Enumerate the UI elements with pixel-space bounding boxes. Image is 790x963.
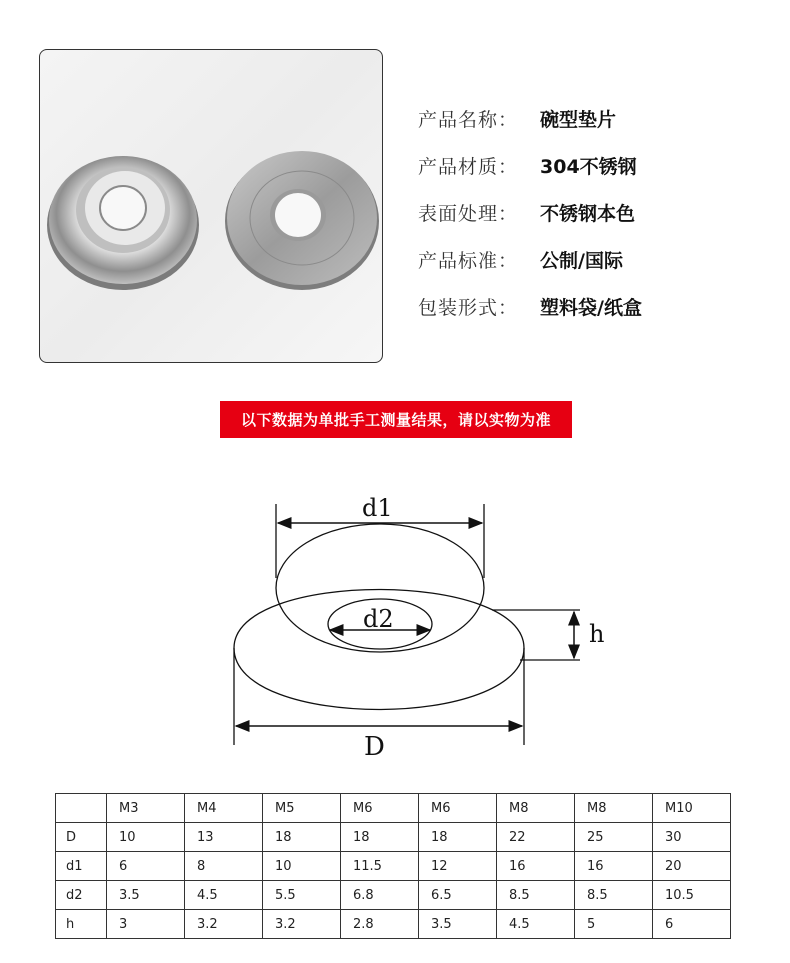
spec-value: 塑料袋/纸盒 [540, 297, 642, 319]
d2-label: d2 [363, 605, 394, 633]
table-cell: 3 [107, 910, 185, 939]
spec-row-packaging [418, 283, 768, 330]
table-cell: 10 [263, 852, 341, 881]
table-cell: 6 [653, 910, 731, 939]
spec-list [418, 95, 768, 330]
table-cell: M5 [263, 794, 341, 823]
spec-label: 产品名称： [418, 109, 519, 131]
D-label: D [364, 732, 385, 762]
table-cell: 6.5 [419, 881, 497, 910]
table-cell: 18 [419, 823, 497, 852]
table-cell: M6 [341, 794, 419, 823]
countersunk-washer [47, 156, 199, 290]
spec-value: 碗型垫片 [540, 109, 617, 131]
table-cell: M8 [497, 794, 575, 823]
table-cell: 20 [653, 852, 731, 881]
table-cell: 8 [185, 852, 263, 881]
spec-label: 产品标准： [418, 250, 519, 272]
flat-washer [225, 151, 379, 290]
table-cell: 25 [575, 823, 653, 852]
table-cell: 30 [653, 823, 731, 852]
dimension-diagram [0, 470, 790, 780]
spec-value: 304不锈钢 [540, 156, 637, 178]
table-header-row [56, 794, 731, 823]
table-cell: 16 [575, 852, 653, 881]
spec-row-name [418, 95, 768, 142]
table-cell: 16 [497, 852, 575, 881]
washer-photo-illustration [40, 50, 383, 363]
table-cell: 18 [341, 823, 419, 852]
table-cell: 6.8 [341, 881, 419, 910]
table-cell: M6 [419, 794, 497, 823]
table-cell: M4 [185, 794, 263, 823]
h-label: h [589, 620, 605, 648]
table-row [56, 852, 731, 881]
table-cell: 8.5 [575, 881, 653, 910]
table-row [56, 881, 731, 910]
spec-label: 表面处理： [418, 203, 519, 225]
spec-value: 公制/国际 [540, 250, 623, 272]
spec-row-material [418, 142, 768, 189]
table-cell: M8 [575, 794, 653, 823]
measurement-notice: 以下数据为单批手工测量结果，请以实物为准 [220, 401, 572, 438]
table-row [56, 823, 731, 852]
table-cell: d1 [56, 852, 107, 881]
spec-row-finish [418, 189, 768, 236]
table-row [56, 910, 731, 939]
spec-value: 不锈钢本色 [540, 203, 636, 225]
table-cell: 2.8 [341, 910, 419, 939]
washer-bottom-edge [234, 648, 524, 710]
spec-row-standard [418, 236, 768, 283]
spec-label: 包装形式： [418, 297, 519, 319]
table-cell: 3.2 [185, 910, 263, 939]
table-cell: 13 [185, 823, 263, 852]
table-cell: M10 [653, 794, 731, 823]
table-cell: 11.5 [341, 852, 419, 881]
table-cell: D [56, 823, 107, 852]
table-cell: 3.2 [263, 910, 341, 939]
table-cell: M3 [107, 794, 185, 823]
table-cell: 12 [419, 852, 497, 881]
table-cell: 4.5 [497, 910, 575, 939]
table-cell: 6 [107, 852, 185, 881]
size-table [55, 793, 731, 939]
table-cell: 5.5 [263, 881, 341, 910]
product-photo [39, 49, 383, 363]
table-cell: h [56, 910, 107, 939]
spec-label: 产品材质： [418, 156, 519, 178]
table-cell: 22 [497, 823, 575, 852]
table-cell: 3.5 [107, 881, 185, 910]
table-cell: 5 [575, 910, 653, 939]
table-cell: 3.5 [419, 910, 497, 939]
table-cell [56, 794, 107, 823]
table-cell: 8.5 [497, 881, 575, 910]
table-cell: 10 [107, 823, 185, 852]
table-cell: 10.5 [653, 881, 731, 910]
table-cell: d2 [56, 881, 107, 910]
d1-label: d1 [362, 494, 393, 522]
table-cell: 4.5 [185, 881, 263, 910]
table-cell: 18 [263, 823, 341, 852]
